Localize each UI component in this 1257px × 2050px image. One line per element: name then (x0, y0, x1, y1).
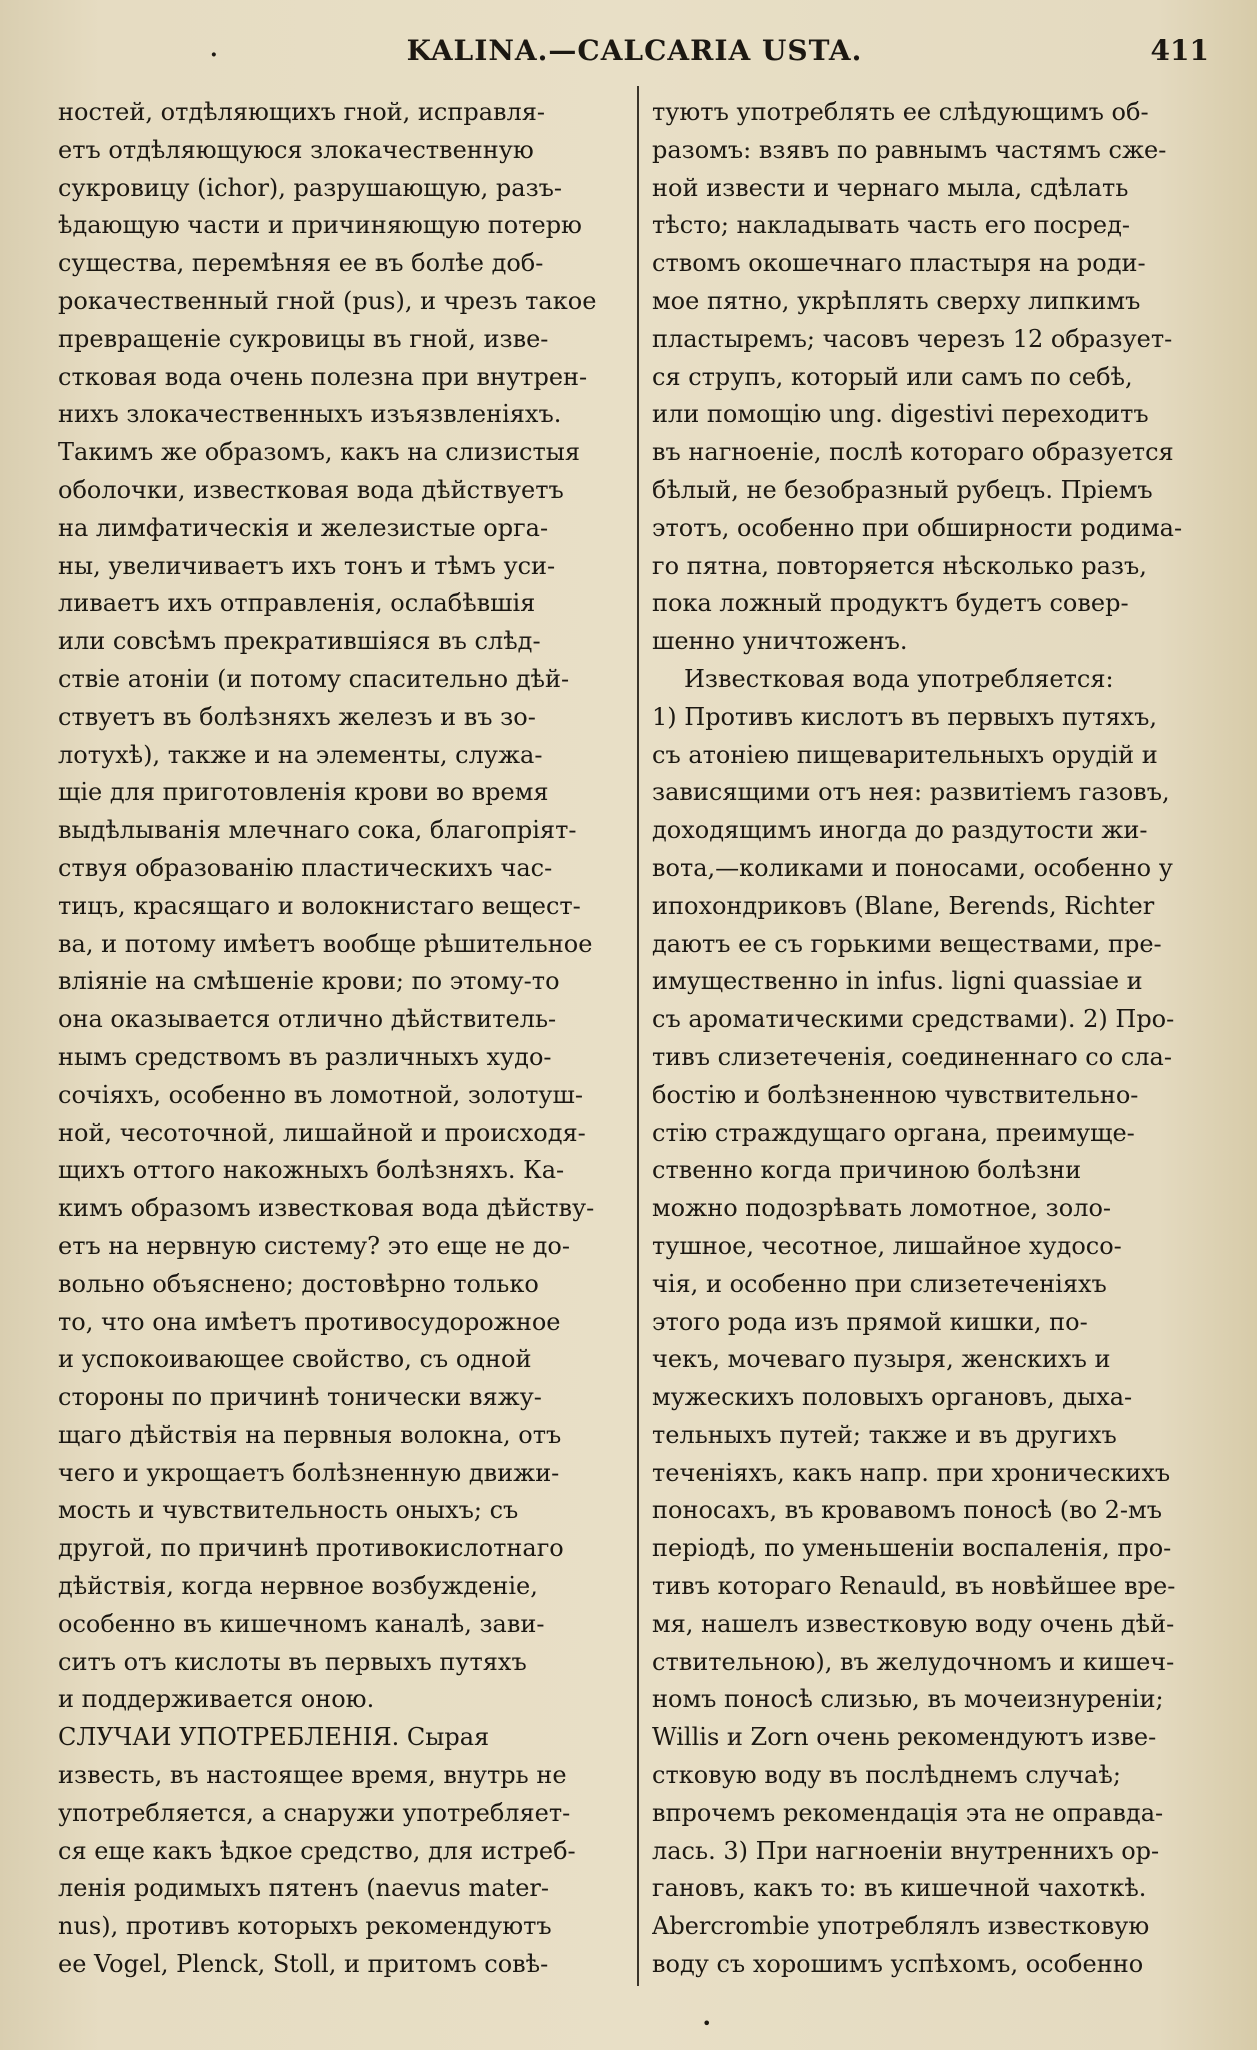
page-number: 411 (1150, 34, 1209, 67)
text-line: мость и чувствительность оныхъ; съ (58, 1496, 519, 1525)
text-line: воду съ хорошимъ успѣхомъ, особенно (652, 1950, 1144, 1979)
text-line: поносахъ, въ кровавомъ поносѣ (во 2-мъ (652, 1496, 1162, 1525)
text-line: бѣлый, не безобразный рубецъ. Пріемъ (652, 475, 1153, 504)
right-column (652, 94, 1208, 1984)
text-line: ственно когда причиною болѣзни (652, 1156, 1082, 1185)
text-line: ѣдающую части и причиняющую потерю (58, 211, 582, 240)
text-line: ее Vogel, Plenck, Stoll, и притомъ совѣ- (58, 1950, 549, 1979)
text-line: мое пятно, укрѣплять сверху липкимъ (652, 286, 1141, 315)
text-line: тельныхъ путей; также и въ другихъ (652, 1420, 1117, 1449)
text-line: нымъ средствомъ въ различныхъ худо- (58, 1042, 552, 1071)
text-line: или совсѣмъ прекратившіяся въ слѣд- (58, 627, 541, 656)
text-line: щіе для приготовленія крови во время (58, 778, 549, 807)
text-line: ся струпъ, который или самъ по себѣ, (652, 362, 1133, 391)
text-line: она оказывается отлично дѣйствитель- (58, 1005, 557, 1034)
text-line: гановъ, какъ то: въ кишечной чахоткѣ. (652, 1874, 1147, 1903)
text-line: разомъ: взявъ по равнымъ частямъ сже- (652, 135, 1167, 164)
text-line: ситъ отъ кислоты въ первыхъ путяхъ (58, 1647, 527, 1676)
text-line: ной извести и чернаго мыла, сдѣлать (652, 173, 1129, 202)
text-line: лотухѣ), также и на элементы, служа- (58, 740, 543, 769)
text-line: туютъ употреблять ее слѣдующимъ об- (652, 98, 1149, 126)
text-line: даютъ ее съ горькими веществами, пре- (652, 929, 1162, 958)
text-line: съ ароматическими средствами). 2) Про- (652, 1005, 1175, 1034)
text-line: стковую воду въ послѣднемъ случаѣ; (652, 1761, 1121, 1790)
text-line: сукровицу (ichor), разрушающую, разъ- (58, 173, 563, 202)
text-line: оболочки, известковая вода дѣйствуетъ (58, 475, 564, 504)
text-line: ленія родимыхъ пятенъ (naevus mater- (58, 1874, 549, 1903)
text-line: лась. 3) При нагноеніи внутреннихъ ор- (652, 1836, 1160, 1865)
text-line: ствуя образованію пластическихъ час- (58, 853, 553, 882)
text-line: ствіе атоніи (и потому спасительно дѣй- (58, 664, 570, 693)
text-line: ной, чесоточной, лишайной и происходя- (58, 1118, 586, 1147)
text-line: и поддерживается оною. (58, 1685, 375, 1714)
text-line: или помощію ung. digestivi переходитъ (652, 400, 1149, 429)
text-line: превращеніе сукровицы въ гной, изве- (58, 324, 549, 353)
text-line: то, что она имѣетъ противосудорожное (58, 1307, 561, 1336)
text-line: мя, нашелъ известковую воду очень дѣй- (652, 1609, 1175, 1638)
text-line: стію страждущаго органа, преимуще- (652, 1118, 1135, 1147)
text-line: шенно уничтоженъ. (652, 627, 908, 656)
text-line: СЛУЧАИ УПОТРЕБЛЕНІЯ. Сырая (58, 1723, 490, 1752)
text-line: Известковая вода употребляется: (684, 664, 1114, 693)
text-line: съ атоніею пищеварительныхъ орудій и (652, 740, 1158, 769)
text-line: бостію и болѣзненною чувствительно- (652, 1080, 1139, 1109)
text-line: етъ отдѣляющуюся злокачественную (58, 135, 534, 164)
text-line: теченіяхъ, какъ напр. при хроническихъ (652, 1458, 1171, 1487)
text-line: въ нагноеніе, послѣ котораго образуется (652, 438, 1174, 467)
footer-dot: • (702, 2014, 712, 2033)
text-line: рокачественный гной (pus), и чрезъ такое (58, 286, 597, 315)
running-title: KALINA.—CALCARIA USTA. (406, 34, 863, 67)
text-line: существа, перемѣняя ее въ болѣе доб- (58, 249, 544, 278)
text-line: вольно объяснено; достовѣрно только (58, 1269, 539, 1298)
text-line: употребляется, а снаружи употребляет- (58, 1798, 571, 1827)
text-line: ся еще какъ ѣдкое средство, для истреб- (58, 1836, 576, 1865)
text-line: стороны по причинѣ тонически вяжу- (58, 1383, 542, 1412)
text-line: етъ на нервную систему? это еще не до- (58, 1231, 570, 1260)
text-line: nus), противъ которыхъ рекомендуютъ (58, 1912, 552, 1941)
text-line: ипохондриковъ (Blane, Berends, Richter (652, 891, 1155, 920)
text-line: тушное, чесотное, лишайное худосо- (652, 1231, 1122, 1260)
text-line: чего и укрощаетъ болѣзненную движи- (58, 1458, 560, 1487)
text-line: ствомъ окошечнаго пластыря на роди- (652, 249, 1146, 278)
text-line: нихъ злокачественныхъ изъязвленіяхъ. (58, 400, 562, 429)
text-line: ствительною), въ желудочномъ и кишеч- (652, 1647, 1175, 1676)
text-line: можно подозрѣвать ломотное, золо- (652, 1194, 1111, 1223)
text-line: дѣйствія, когда нервное возбужденіе, (58, 1572, 538, 1601)
text-line: этотъ, особенно при обширности родима- (652, 513, 1183, 542)
text-line: другой, по причинѣ противокислотнаго (58, 1534, 564, 1563)
text-line: известь, въ настоящее время, внутрь не (58, 1761, 567, 1790)
text-line: вліяніе на смѣшеніе крови; по этому-то (58, 967, 560, 996)
text-line: мужескихъ половыхъ органовъ, дыха- (652, 1383, 1133, 1412)
text-line: чія, и особенно при слизетеченіяхъ (652, 1269, 1107, 1298)
text-line: тицъ, красящаго и волокнистаго вещест- (58, 891, 581, 920)
text-line: Willis и Zorn очень рекомендуютъ изве- (652, 1723, 1157, 1752)
text-line: щихъ оттого накожныхъ болѣзняхъ. Ка- (58, 1156, 565, 1185)
left-column (58, 94, 624, 1984)
text-line: имущественно in infus. ligni quassiae и (652, 967, 1143, 996)
text-line: кимъ образомъ известковая вода дѣйству- (58, 1194, 595, 1223)
text-line: номъ поносѣ слизью, въ мочеизнуреніи; (652, 1685, 1164, 1714)
text-line: чекъ, мочеваго пузыря, женскихъ и (652, 1345, 1111, 1374)
text-line: тивъ слизетеченія, соединеннаго со сла- (652, 1042, 1172, 1071)
text-line: періодѣ, по уменьшеніи воспаленія, про- (652, 1534, 1172, 1563)
running-header (60, 34, 1209, 78)
text-line: ливаетъ ихъ отправленія, ослабѣвшія (58, 589, 536, 618)
text-line: этого рода изъ прямой кишки, по- (652, 1307, 1088, 1336)
text-line: Abercrombie употреблялъ известковую (652, 1912, 1150, 1941)
text-line: вота,—коликами и поносами, особенно у (652, 853, 1173, 882)
text-line: и успокоивающее свойство, съ одной (58, 1345, 532, 1374)
text-line: ны, увеличиваетъ ихъ тонъ и тѣмъ уси- (58, 551, 556, 580)
text-line: зависящими отъ нея: развитіемъ газовъ, (652, 778, 1170, 807)
text-line: впрочемъ рекомендація эта не оправда- (652, 1798, 1164, 1827)
text-line: Такимъ же образомъ, какъ на слизистыя (58, 438, 580, 467)
text-line: пластыремъ; часовъ черезъ 12 образует- (652, 324, 1173, 353)
text-line: 1) Противъ кислотъ въ первыхъ путяхъ, (652, 702, 1157, 731)
header-dot: · (210, 42, 218, 68)
text-line: ствуетъ въ болѣзняхъ железъ и въ зо- (58, 702, 536, 731)
text-line: стковая вода очень полезна при внутрен- (58, 362, 588, 391)
text-line: щаго дѣйствія на первныя волокна, отъ (58, 1420, 562, 1449)
text-line: го пятна, повторяется нѣсколько разъ, (652, 551, 1147, 580)
text-line: доходящимъ иногда до раздутости жи- (652, 816, 1148, 845)
text-line: сочіяхъ, особенно въ ломотной, золотуш- (58, 1080, 583, 1109)
text-line: пока ложный продуктъ будетъ совер- (652, 589, 1129, 618)
text-line: тѣсто; накладывать часть его посред- (652, 211, 1130, 240)
text-line: выдѣлыванія млечнаго сока, благопріят- (58, 816, 577, 845)
text-line: ва, и потому имѣетъ вообще рѣшительное (58, 929, 593, 958)
text-line: особенно въ кишечномъ каналѣ, зави- (58, 1609, 545, 1638)
text-line: тивъ котораго Renauld, въ новѣйшее вре- (652, 1572, 1176, 1601)
column-divider (637, 86, 639, 1986)
text-line: на лимфатическія и железистые орга- (58, 513, 549, 542)
text-line: ностей, отдѣляющихъ гной, исправля- (58, 98, 546, 126)
